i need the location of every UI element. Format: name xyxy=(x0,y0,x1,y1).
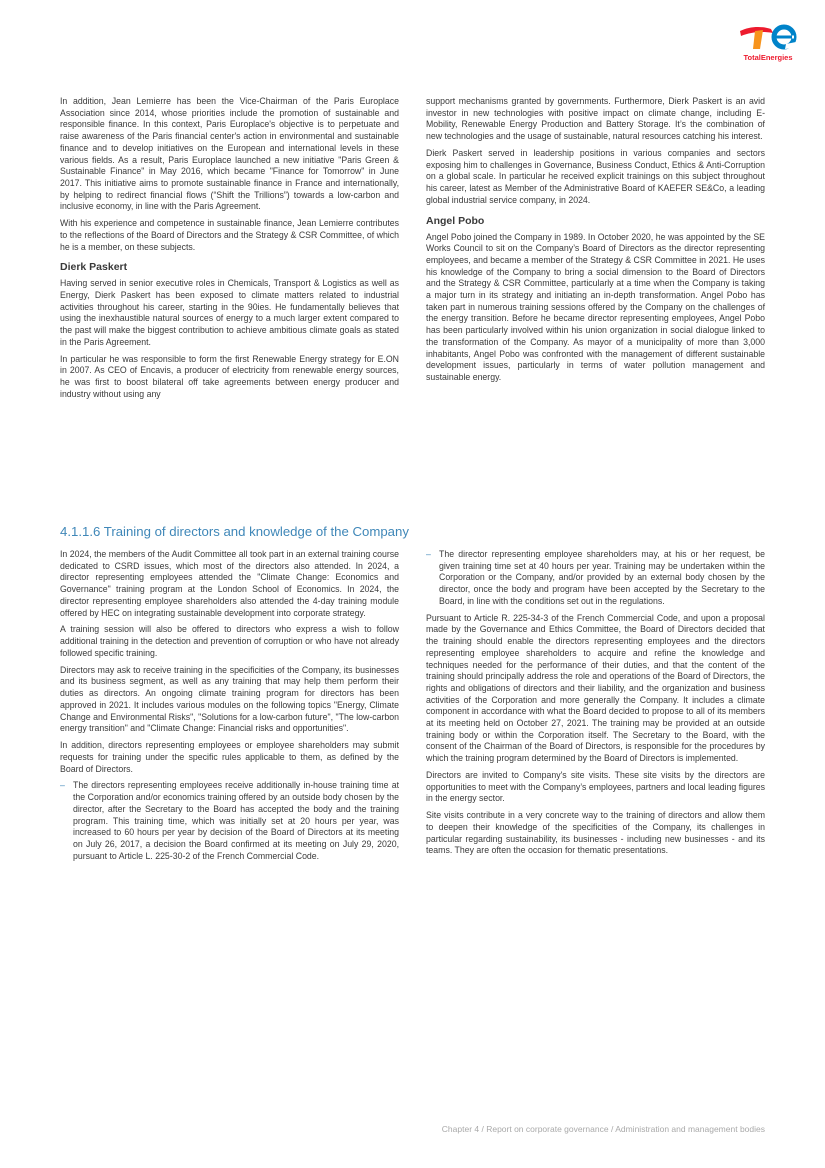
paragraph: In 2024, the members of the Audit Committee all took part in an external training course dedicated to CSRD issues, which most of the directors also attended. In 2024, a director representing employees attended the "Climate Change: Economics and Governance" training program at the London School of Economics. In 2024, the director representing employee shareholders also attended the 4-day training module offered by HEC on integrating sustainable development into corporate strategy. xyxy=(60,549,399,618)
dash-bullet-icon: – xyxy=(60,780,65,791)
paragraph: A training session will also be offered to directors who express a wish to follow additional training in the detection and prevention of corruption or who have not already followed specific training. xyxy=(60,624,399,658)
top-right-column xyxy=(426,96,765,389)
bullet-text: The director representing employee shareholders may, at his or her request, be given training time set at 40 hours per year. Training may be undertaken within the Corporation or the Company, and/or provided by an external body chosen by the director, once the body and program have been accepted by the Secretary to the Board, in line with the conditions set out in the regulations. xyxy=(439,549,765,606)
paragraph: Pursuant to Article R. 225-34-3 of the French Commercial Code, and upon a proposal made by the Governance and Ethics Committee, the Board of Directors decided that the training should enable the directors representing employees and the directors representing employee shareholders to acquire and refine the knowledge and techniques needed for the performance of their duties, and that the content of the training should principally address the role and operations of the Board of Directors, the rights and obligations of directors and their liability, and the organization and business activities of the Corporation and more generally the Company. It includes a climate component in accordance with what the Board decided to propose to all of its members at its meeting held on October 27, 2021. The training may be provided at an outside training body or within the Corporation itself. The Secretary to the Board, with the consent of the Chairman of the Board of Directors, is responsible for the procedures by which the training program determined by the Board of Directors is implemented. xyxy=(426,612,765,764)
paragraph: With his experience and competence in sustainable finance, Jean Lemierre contributes to the reflections of the Board of Directors and the Strategy & CSR Committee, of which he is a member, on these subjects. xyxy=(60,218,399,252)
paragraph: In addition, directors representing employees or employee shareholders may submit requests for training under the specific rules applicable to them, as defined by the Board of Directors. xyxy=(60,740,399,774)
brand-name: TotalEnergies xyxy=(743,53,793,62)
page-footer: Chapter 4 / Report on corporate governance / Administration and management bodies xyxy=(441,1124,765,1134)
paragraph: In particular he was responsible to form the first Renewable Energy strategy for E.ON in 2007. As CEO of Encavis, a producer of electricity from renewable energy sources, he was first to boost bilateral off take agreements between energy producer and industry without using any xyxy=(60,353,399,399)
subheading-angel-pobo: Angel Pobo xyxy=(426,214,485,227)
bullet-item xyxy=(60,780,399,862)
paragraph: Having served in senior executive roles in Chemicals, Transport & Logistics as well as Energy, Dierk Paskert has been exposed to climate matters related to industrial activities throughout his career, starting in the 90ies. He fundamentally believes that using the inexhaustible natural sources of energy to a much larger extent compared to the past will make the biggest contribution to achieve ambitious climate goals as stated in the Paris Agreement. xyxy=(60,278,399,347)
bottom-left-column xyxy=(60,549,399,868)
paragraph: Site visits contribute in a very concrete way to the training of directors and allow them to deepen their knowledge of the specificities of the Company, its challenges in particular regarding sustainability, its businesses - including new businesses - and its teams. They are often the occasion for thematic presentations. xyxy=(426,810,765,856)
dash-bullet-icon: – xyxy=(426,549,431,559)
bullet-item xyxy=(426,549,765,608)
company-logo xyxy=(735,22,801,68)
paragraph: support mechanisms granted by governments. Furthermore, Dierk Paskert is an avid investor in new technologies with positive impact on climate change, including E-Mobility, Renewable Energy Production and Battery Storage. It’s the combination of new technologies and the usage of sustainable, natural resources catching his interest. xyxy=(426,96,765,142)
paragraph: Directors may ask to receive training in the specificities of the Company, its businesses and its business segment, as well as any training that may help them perform their duties as directors. An ongoing climate training program for directors has been approved in 2021. It includes various modules on the following topics "Energy, Climate Change and Environmental Risks", "Solutions for a low-carbon future", "The low-carbon energy transition" and "Climate Change: Financial risks and opportunities". xyxy=(60,664,399,734)
totalenergies-logo-icon xyxy=(738,22,798,52)
paragraph: Directors are invited to Company's site visits. These site visits by the directors are opportunities to meet with the Company’s employees, partners and local leading figures in the energy sector. xyxy=(426,770,765,804)
bullet-text: The directors representing employees receive additionally in-house training time at the Corporation and/or economics training offered by an outside body chosen by the director, after the Secretary to the Board has accepted the body and the training program. This training time, which was initially set at 20 hours per year, was increased to 60 hours per year by decision of the Board of Directors at its meeting on July 26, 2017, a decision the Board confirmed at its meeting on July 29, 2020, pursuant to Article L. 225-30-2 of the French Commercial Code. xyxy=(73,780,399,861)
paragraph: Angel Pobo joined the Company in 1989. In October 2020, he was appointed by the SE Works Council to sit on the Company’s Board of Directors as the director representing employees, and became a member of the Strategy & CSR Committee in 2021. He uses his knowledge of the Company to bring a social dimension to the Board of Directors and the Strategy & CSR Committee, particularly at a time when the Company is taking a major turn in its strategy and initiating an in-depth transformation. Angel Pobo has taken part in numerous training sessions offered by the Company on the challenges of the energy transition. Before he became director representing employees, Angel Pobo has been particularly involved within his union organization in social dialogue linked to the transformation of the Company. As mayor of a municipality of more than 3,000 inhabitants, Angel Pobo was confronted with the management of different sustainable development issues, particularly in terms of water pollution management and sustainable energy. xyxy=(426,231,765,382)
top-left-column xyxy=(60,96,399,406)
paragraph: In addition, Jean Lemierre has been the Vice-Chairman of the Paris Europlace Association since 2014, whose priorities include the promotion of sustainable and responsible finance. In this context, Paris Europlace's objective is to perpetuate and raise awareness of the Paris financial center's action in environmental and sustainable finance and to develop initiatives on the European and international levels in these various fields. As a result, Paris Europlace launched a new initiative "Paris Green & Sustainable Finance" in May 2016, which became "Finance for Tomorrow" in June 2017. This initiative aims to promote sustainable finance in France and internationally, by helping to redirect financial flows (“Shift the Trillions”) towards a low-carbon and inclusive economy, in line with the Paris Agreement. xyxy=(60,96,399,212)
section-heading: 4.1.1.6 Training of directors and knowledge of the Company xyxy=(60,524,409,539)
paragraph: Dierk Paskert served in leadership positions in various companies and sectors exposing him to challenges in Governance, Business Conduct, Ethics & Anti-Corruption on a global scale. In particular he received explicit trainings on this subject throughout his career, latest as Member of the Administrative Board of KAEFER SE&Co, a leading global industrial service company, in 2024. xyxy=(426,148,765,205)
subheading-dierk-paskert: Dierk Paskert xyxy=(60,261,128,274)
bottom-right-column xyxy=(426,549,765,862)
